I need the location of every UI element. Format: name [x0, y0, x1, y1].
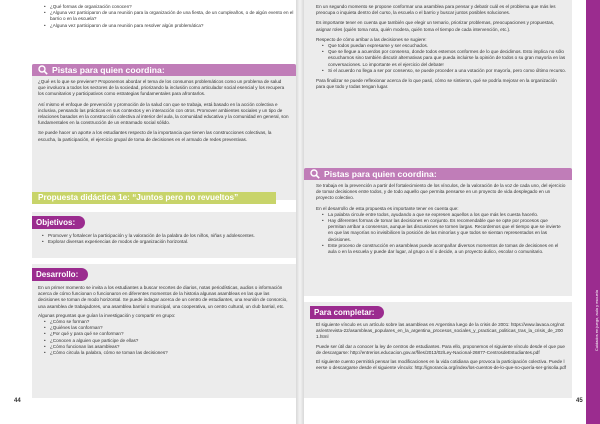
list-item: • ¿Alguna vez participaron de una reunión para resolver algún problemática? — [50, 23, 300, 29]
pistas-box-right — [304, 168, 572, 296]
paragraph: El siguiente cuento permitirá pensar las modificaciones en la vida cotidiana que provoca la participación colectiva. Puede leerse o descargarse desde el siguiente vínculo: http://ignorancia.org/index/los-cuentos-de-lo-que-no-quería-ser-grisolia.pdf — [316, 359, 566, 371]
magnifier-icon — [38, 65, 48, 75]
list-item: • La palabra circule entre todos, ayudando a que se expresen aquellos a los que más les cuesta hacerlo. — [328, 212, 566, 218]
objetivos-title: Objetivos: — [32, 216, 85, 229]
pistas-box — [32, 64, 296, 200]
intro-box — [304, 0, 572, 180]
list-item: • Este proceso de construcción en asambleas puede acompañar diversos momentos de tomas de decisiones en el aula o en la escuela y puede dar lugar, al grupo a sí o decide, a un proyecto áulico, escolar o comunitario. — [328, 243, 566, 255]
pistas-title: Pistas para quien coordina: — [52, 65, 165, 75]
top-bullet-list — [38, 4, 300, 29]
list-item: • ¿Alguna vez participaron de una reunión para la organización de una fiesta, de un cumpleaños, o de algún evento en el barrio o en la escuela? — [50, 10, 300, 22]
side-tab — [586, 0, 600, 424]
paragraph: En el desarrollo de esta propuesta es importante tener en cuenta que: — [316, 205, 459, 211]
propuesta-title: Propuesta didáctica 1e: “Juntos pero no revueltos” — [32, 192, 276, 204]
list-item: • ¿Cómo circula la palabra, cómo se toman las decisiones? — [50, 350, 296, 356]
list-item: • Explorar diversas experiencias de modos de organización horizontal. — [48, 239, 288, 245]
paragraph: Así mismo el enfoque de prevención y promoción de la salud con que se trabaja, está basado en la acción colectiva e inclusiva, pensando las prácticas en sus contextos y en interacción con otros. Promover ambientes sociales y un tipo de relaciones basados en la construcción colectiva al interior del aula, la comunidad educativa y la comunidad en general, son fundamentales en la construcción de un entramado social sólido. — [38, 101, 289, 126]
desarrollo-text: En un primer momento se invita a los estudiantes a buscar recortes de diarios, notas periodísticas, audios o información acerca de cómo funcionan o funcionaron en diferentes momentos de la historia algunas asambleas en las que las decisiones se toman de modo horizontal. Se puede indagar acerca de un centro de estudiantes, una reunión de consorcio, una asamblea de trabajadores, una asamblea barrial o municipal, una cooperativa, un centro cultural, un club barrial, etc. — [38, 285, 288, 309]
completar-box — [304, 302, 572, 398]
paragraph: Para finalizar se puede reflexionar acerca de lo que pasó, cómo se sintieron, qué se podría mejorar en la organización para que todo y todas tengan lugar. — [316, 78, 557, 90]
right-page — [304, 0, 600, 424]
desarrollo-box — [32, 264, 296, 398]
list-item: • Promover y fortalecer la participación y la valoración de la palabra de los niños, niñas y adolescentes. — [48, 233, 288, 239]
paragraph: Se puede hacer un aporte a los estudiantes respecto de la importancia que tienen las construcciones colectivas, la escucha, la participación, el ejercicio grupal de toma de decisiones en el armado de redes preventivas. — [38, 130, 272, 142]
paragraph: El siguiente vínculo es un artículo sobre las asambleas en Argentina luego de la crisis de 2001: https://www.lavaca.org/notas/entrevista-22/asambleas_populares_en_la_argentina_procesos_sociales_y_practicas_politicas_tras_la_crisis_de_2001.html — [316, 322, 565, 340]
magnifier-icon — [310, 169, 320, 179]
pistas-title: Pistas para quien coordina: — [324, 169, 437, 179]
side-tab-label: Cuidados en juego, aula y escuela — [594, 290, 599, 352]
left-page — [0, 0, 296, 424]
completar-title: Para completar: — [310, 306, 384, 319]
objetivos-list — [32, 233, 288, 245]
list-item: • ¿Cómo se forman? — [50, 319, 296, 325]
list-item: • ¿Qué formas de organización conocen? — [50, 4, 300, 10]
paragraph: Se trabaja en la prevención a partir del fortalecimiento de los vínculos, de la valoración de la voz de cada uno, del ejercicio de tomar decisiones entre todos, y de todo aquello que permita pensarse en un proyecto de vida desplegado en un proyecto colectivo. — [316, 183, 566, 201]
preguntas-list — [32, 319, 296, 356]
pistas-header — [32, 64, 296, 76]
paragraph: Es importante tener en cuenta que también que elegir un temario, priorizar problemas, preocupaciones y propuestas, asignar roles (quién toma nota, quién modera, quién toma el tiempo de cada intervención, etc.). — [316, 20, 555, 32]
list-item: • ¿Quiénes las conforman? — [50, 325, 296, 331]
list-item: • ¿Conocen a alguien que participe de ellas? — [50, 338, 296, 344]
book-gutter — [296, 0, 304, 424]
objetivos-box — [32, 212, 296, 258]
preguntas-intro: Algunas preguntas que guían la investigación y compartir en grupo: — [38, 312, 176, 318]
page-number: 45 — [576, 398, 583, 404]
paragraph: Puede ser útil dar a conocer la ley de centros de estudiantes. Para ello, proponemos el siguiente vínculo desde el que puede descargarse: http://entrerios.educacion.gov.ar/files/2013/02/Ley-Nacional-26877-CentrosdeEstudiantes.pdf — [316, 343, 565, 355]
paragraph: En un segundo momento se propone conformar una asamblea para pensar y debatir cuál es el problema que más les preocupa o inquieta dentro del curso, la escuela o el barrio y buscar juntos posibles soluciones. — [316, 4, 556, 16]
paragraph: Respecto de cómo arribar a las decisiones se sugiere: — [316, 36, 427, 42]
pistas-header — [304, 168, 572, 180]
list-item: • Si el acuerdo no llega a ser por consenso, se puede proceder a una votación por mayoría, pero como último recurso. — [328, 68, 566, 74]
list-item: • Que todos puedan expresarse y ser escuchados. — [328, 43, 566, 49]
pistas-list — [316, 212, 566, 255]
decision-list — [316, 43, 566, 74]
list-item: • ¿Por qué y para qué se conforman? — [50, 331, 296, 337]
desarrollo-title: Desarrollo: — [32, 268, 88, 281]
paragraph: ¿Qué es lo que se previene? Proponemos abordar el tema de los consumos problemáticos como un problema de salud que involucra a todos los sectores de la sociedad, priorizando la inclusión como articulador social esencial y los recupera los comunitarios y participativos como estrategias fundamentales para afrontarlos. — [38, 79, 285, 97]
list-item: • Hay diferentes formas de tomar las decisiones en conjunto. Es recomendable que se opte por procesos que permitan arribar a consensos, aunque las discusiones se tornen largas. Recordemos que el tiempo que se invierte en que las mayorías no invisibilicen la posición de las minorías y que todos se sientan representados en las decisiones. — [328, 218, 566, 243]
page-number: 44 — [14, 398, 21, 404]
list-item: • Que se llegue a acuerdos por consenso, donde todos estemos conformes de lo que decidimos. Esto implica no sólo escucharnos sino también discutir alternativas para que pueda incluirse la opinión de todos o su gran mayoría en las conversaciones. Lo importante es el ejercicio del debate! — [328, 49, 566, 68]
list-item: • ¿Cómo funcionan las asambleas? — [50, 344, 296, 350]
